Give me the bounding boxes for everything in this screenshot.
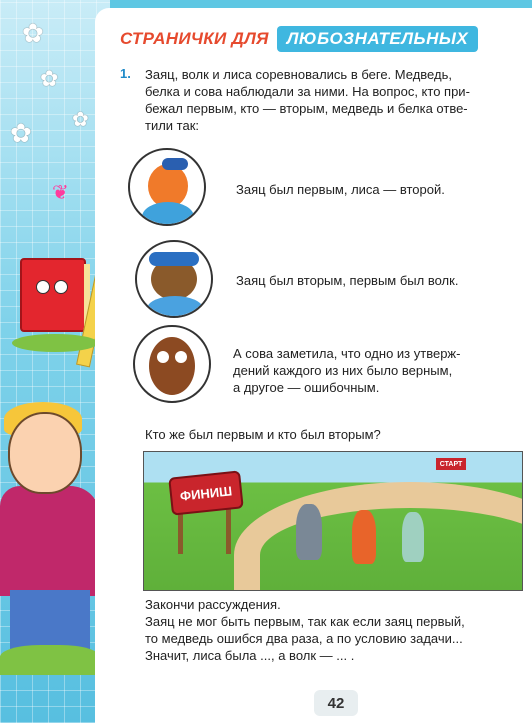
- boy-jeans: [10, 590, 90, 650]
- conclusion-line: Закончи рассуждения.: [145, 597, 281, 612]
- book-character: [20, 258, 86, 332]
- statement-owl: [233, 345, 503, 396]
- flower-icon: ✿: [72, 109, 89, 131]
- flower-icon: ✿: [40, 66, 59, 91]
- bear-icon: [135, 240, 213, 318]
- race-illustration: [143, 451, 523, 591]
- start-sign: СТАРТ: [436, 458, 466, 470]
- page-header: [120, 26, 478, 52]
- statement-squirrel: Заяц был первым, лиса — второй.: [236, 182, 445, 197]
- grass-patch: [12, 334, 98, 352]
- conclusion-line: Значит, лиса была ..., а волк — ... .: [145, 648, 355, 663]
- squirrel-icon: [128, 148, 206, 226]
- task-intro: [145, 66, 515, 134]
- flower-icon: ✿: [22, 18, 44, 48]
- statement-owl-line: а другое — ошибочным.: [233, 380, 380, 395]
- owl-icon: [133, 325, 211, 403]
- header-title-left: СТРАНИЧКИ ДЛЯ: [120, 29, 269, 48]
- statement-bear: Заяц был вторым, первым был волк.: [236, 273, 459, 288]
- left-decoration: [0, 0, 110, 723]
- conclusion-line: то медведь ошибся два раза, а по условию задачи...: [145, 631, 463, 646]
- statement-owl-line: А сова заметила, что одно из утверж-: [233, 346, 461, 361]
- page-number: 42: [314, 690, 358, 716]
- hare-runner: [402, 512, 424, 562]
- header-title-right: ЛЮБОЗНАТЕЛЬНЫХ: [277, 26, 478, 52]
- race-track: [234, 482, 523, 591]
- task-intro-line: тили так:: [145, 118, 200, 133]
- task-intro-line: бежал первым, кто — вторым, медведь и белка отве-: [145, 101, 468, 116]
- butterfly-icon: ❦: [52, 182, 69, 204]
- grass-patch: [0, 645, 100, 675]
- statement-owl-line: дений каждого из них было верным,: [233, 363, 453, 378]
- boy-jacket: [0, 486, 100, 596]
- conclusion-block: [145, 596, 515, 664]
- finish-sign: ФИНИШ: [168, 470, 244, 515]
- question-text: Кто же был первым и кто был вторым?: [145, 427, 381, 442]
- wolf-runner: [296, 504, 322, 560]
- fox-runner: [352, 510, 376, 564]
- task-intro-line: белка и сова наблюдали за ними. На вопрос, кто при-: [145, 84, 470, 99]
- task-number: 1.: [120, 66, 131, 81]
- task-intro-line: Заяц, волк и лиса соревновались в беге. Медведь,: [145, 67, 452, 82]
- boy-character: [8, 412, 82, 494]
- conclusion-line: Заяц не мог быть первым, так как если заяц первый,: [145, 614, 465, 629]
- flower-icon: ✿: [10, 118, 32, 148]
